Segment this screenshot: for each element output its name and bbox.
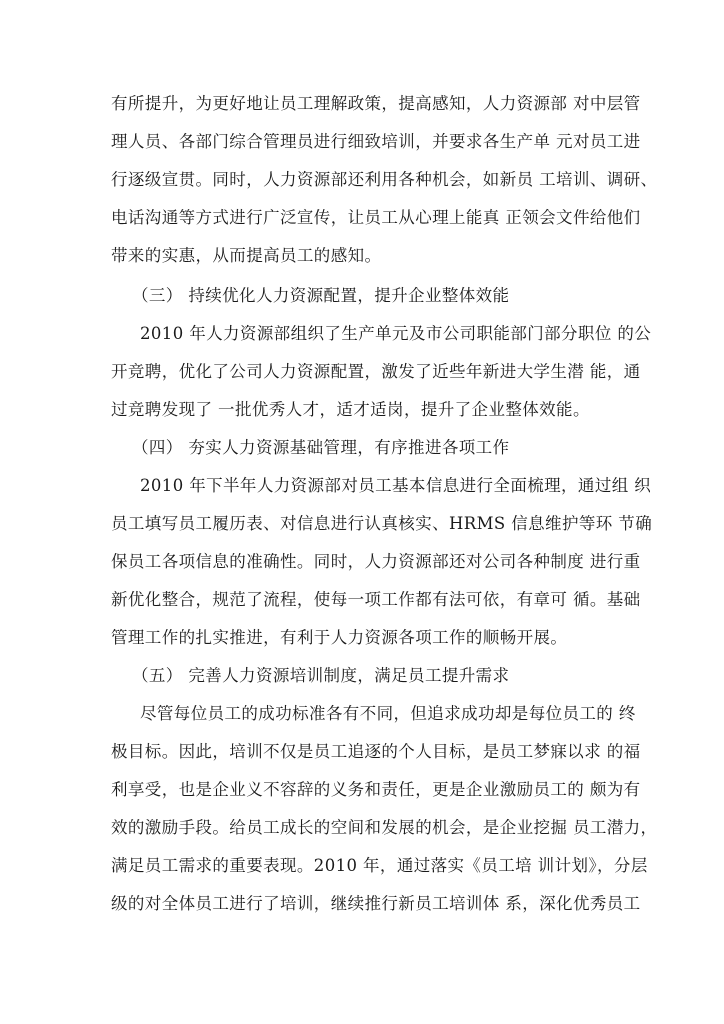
paragraph-line: 保员工各项信息的准确性。同时，人力资源部还对公司各种制度 进行重 (111, 552, 641, 571)
paragraph-line: 管理工作的扎实推进，有利于人力资源各项工作的顺畅开展。 (111, 628, 568, 647)
paragraph-line: 有所提升，为更好地让员工理解政策，提高感知，人力资源部 对中层管 (111, 94, 641, 113)
paragraph-line: 开竞聘，优化了公司人力资源配置，激发了近些年新进大学生潜 能，通 (111, 362, 641, 381)
section-heading-3: （三） 持续优化人力资源配置，提升企业整体效能 (132, 286, 510, 305)
paragraph-line: 尽管每位员工的成功标准各有不同，但追求成功却是每位员工的 终 (140, 704, 636, 723)
section-heading-4: （四） 夯实人力资源基础管理，有序推进各项工作 (132, 438, 510, 457)
paragraph-line: 2010 年下半年人力资源部对员工基本信息进行全面梳理，通过组 织 (140, 476, 652, 495)
paragraph-line: 效的激励手段。给员工成长的空间和发展的机会，是企业挖掘 员工潜力， (111, 818, 658, 837)
paragraph-line: 理人员、各部门综合管理员进行细致培训，并要求各生产单 元对员工进 (111, 132, 641, 151)
paragraph-line: 利享受，也是企业义不容辞的义务和责任，更是企业激励员工的 颇为有 (111, 780, 641, 799)
paragraph-line: 极目标。因此，培训不仅是员工追逐的个人目标，是员工梦寐以求 的福 (111, 742, 641, 761)
section-heading-5: （五） 完善人力资源培训制度，满足员工提升需求 (132, 666, 510, 685)
paragraph-line: 带来的实惠，从而提高员工的感知。 (111, 246, 382, 265)
paragraph-line: 行逐级宣贯。同时，人力资源部还利用各种机会，如新员 工培训、调研、 (111, 170, 658, 189)
paragraph-line: 级的对全体员工进行了培训，继续推行新员工培训体 系，深化优秀员工 (111, 894, 641, 913)
paragraph-line: 电话沟通等方式进行广泛宣传，让员工从心理上能真 正领会文件给他们 (111, 208, 641, 227)
paragraph-line: 2010 年人力资源部组织了生产单元及市公司职能部门部分职位 的公 (140, 324, 652, 343)
paragraph-line: 过竞聘发现了 一批优秀人才，适才适岗，提升了企业整体效能。 (111, 400, 590, 419)
paragraph-line: 新优化整合，规范了流程，使每一项工作都有法可依，有章可 循。基础 (111, 590, 641, 609)
paragraph-line: 满足员工需求的重要表现。2010 年，通过落实《员工培 训计划》，分层 (111, 856, 648, 875)
paragraph-line: 员工填写员工履历表、对信息进行认真核实、HRMS 信息维护等环 节确 (111, 514, 653, 533)
